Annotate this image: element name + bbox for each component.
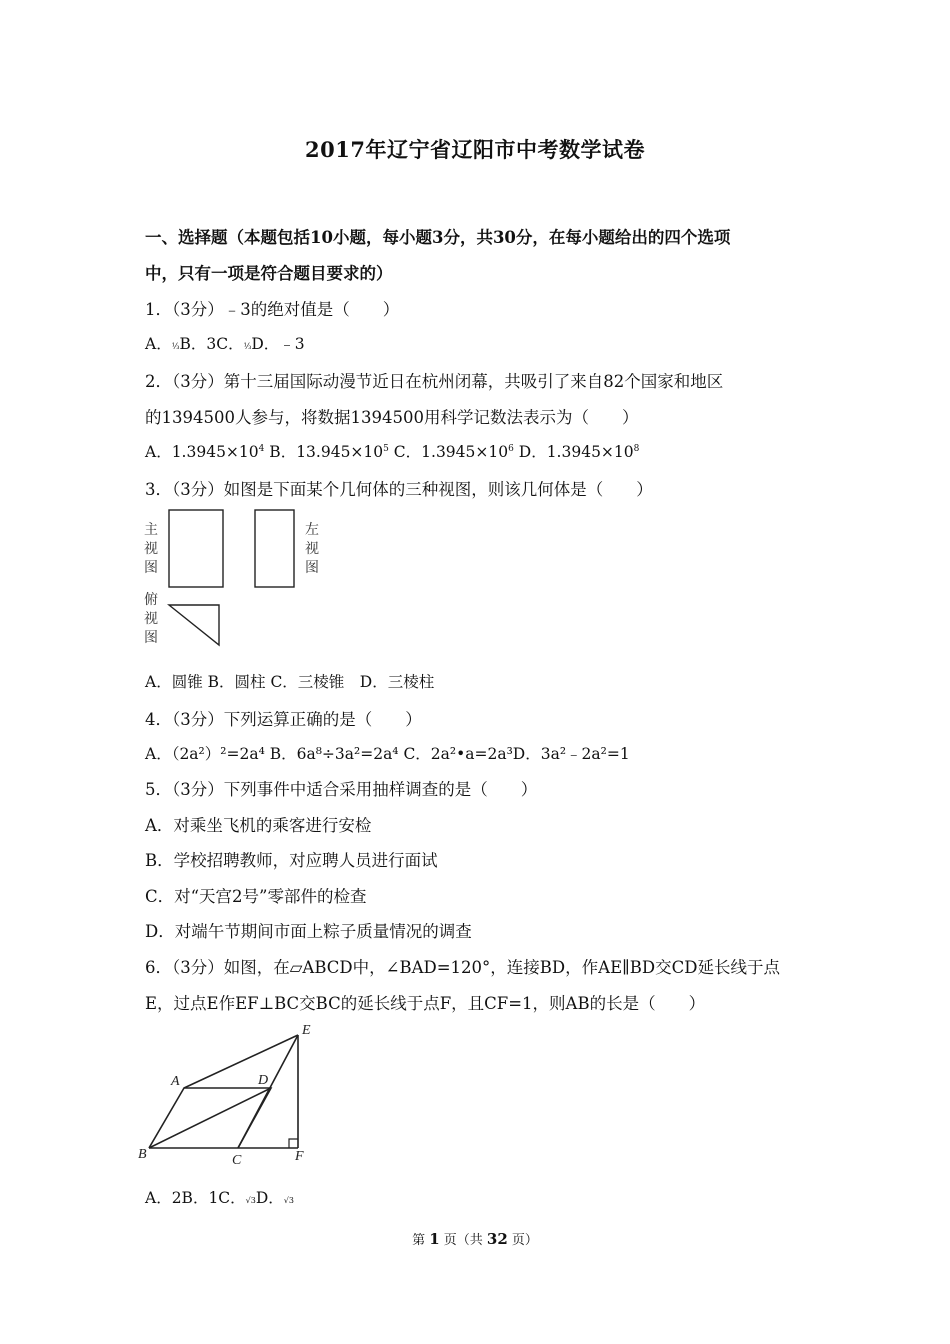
q2-option-c-exp: 6	[508, 444, 514, 454]
q5-option-d: D．对端午节期间市面上粽子质量情况的调查	[145, 922, 472, 941]
top-view-triangle	[169, 605, 219, 645]
q1-fraction-a: ⅓	[171, 342, 180, 351]
q1-option-a: A．	[145, 335, 172, 353]
label-d: D	[258, 1073, 269, 1088]
q2-option-d-exp: 8	[633, 444, 640, 454]
q6-option-a-b-c: A．2B．1C．	[145, 1189, 246, 1207]
q1-options	[145, 332, 305, 354]
label-e: E	[302, 1023, 311, 1038]
q2-options	[145, 440, 639, 462]
side-view-rect	[255, 510, 294, 587]
q6-stem-line1: 6．（3分）如图，在▱ABCD中，∠BAD=120°，连接BD，作AE∥BD交CD延长线于点	[145, 958, 780, 977]
q6-option-d: D．	[255, 1189, 284, 1207]
q6-sqrt-d: √3	[283, 1196, 294, 1205]
q2-option-b: B．13.945×10	[264, 443, 384, 461]
q1-stem: 1．（3分）﹣3的绝对值是（ ）	[145, 300, 400, 319]
q2-option-d: D．1.3945×10	[513, 443, 634, 461]
three-view-drawing	[142, 505, 342, 655]
label-a: A	[171, 1074, 180, 1089]
section-heading-line2: 中，只有一项是符合题目要求的）	[145, 264, 393, 283]
page-title: 2017年辽宁省辽阳市中考数学试卷	[305, 137, 645, 162]
page-number: 1	[429, 1230, 440, 1248]
q2-option-b-exp: 5	[383, 444, 389, 454]
q6-sqrt-c: √3	[245, 1196, 256, 1205]
q3-three-view-figure	[142, 505, 342, 655]
q5-option-b: B．学校招聘教师，对应聘人员进行面试	[145, 851, 438, 870]
label-f: F	[295, 1149, 304, 1164]
q2-stem-line2: 的1394500人参与，将数据1394500用科学记数法表示为（ ）	[145, 408, 639, 427]
q4-options: A．（2a²）²=2a⁴ B．6a⁸÷3a²=2a⁴ C．2a²•a=2a³D．3a²﹣2a²=1	[145, 745, 630, 763]
top-view-label: 俯 视 图	[144, 592, 158, 646]
line-ce	[238, 1035, 298, 1148]
page-footer: 第 1 页（共 32 页）	[412, 1230, 538, 1248]
q5-option-a: A．对乘坐飞机的乘客进行安检	[145, 816, 372, 835]
q1-fraction-c: ⅓	[243, 342, 252, 351]
line-ae	[184, 1035, 298, 1088]
page-total: 32	[486, 1230, 508, 1248]
q2-option-a: A．1.3945×10	[145, 443, 259, 461]
q4-stem: 4．（3分）下列运算正确的是（ ）	[145, 710, 422, 729]
front-view-label: 主 视 图	[144, 522, 158, 576]
q6-parallelogram-figure	[135, 1020, 335, 1170]
q5-stem: 5．（3分）下列事件中适合采用抽样调查的是（ ）	[145, 780, 538, 799]
right-angle-mark	[289, 1139, 298, 1148]
side-view-label: 左 视 图	[305, 522, 319, 576]
q1-option-d: D．﹣3	[251, 335, 305, 353]
q2-option-c: C．1.3945×10	[388, 443, 509, 461]
q6-stem-line2: E，过点E作EF⊥BC交BC的延长线于点F，且CF=1，则AB的长是（ ）	[145, 994, 706, 1013]
q3-options: A．圆锥 B．圆柱 C．三棱锥 D．三棱柱	[145, 673, 435, 691]
section-heading-line1: 一、选择题（本题包括10小题，每小题3分，共30分，在每小题给出的四个选项	[145, 228, 731, 247]
q6-options	[145, 1186, 294, 1208]
q5-option-c: C．对“天宫2号”零部件的检查	[145, 887, 367, 906]
label-c: C	[232, 1153, 242, 1168]
front-view-rect	[169, 510, 223, 587]
q3-stem: 3．（3分）如图是下面某个几何体的三种视图，则该几何体是（ ）	[145, 480, 653, 499]
q2-option-a-exp: 4	[258, 444, 265, 454]
q2-stem-line1: 2．（3分）第十三届国际动漫节近日在杭州闭幕，共吸引了来自82个国家和地区	[145, 372, 724, 391]
label-b: B	[138, 1147, 147, 1162]
q1-option-b-c: B．3C．	[179, 335, 244, 353]
